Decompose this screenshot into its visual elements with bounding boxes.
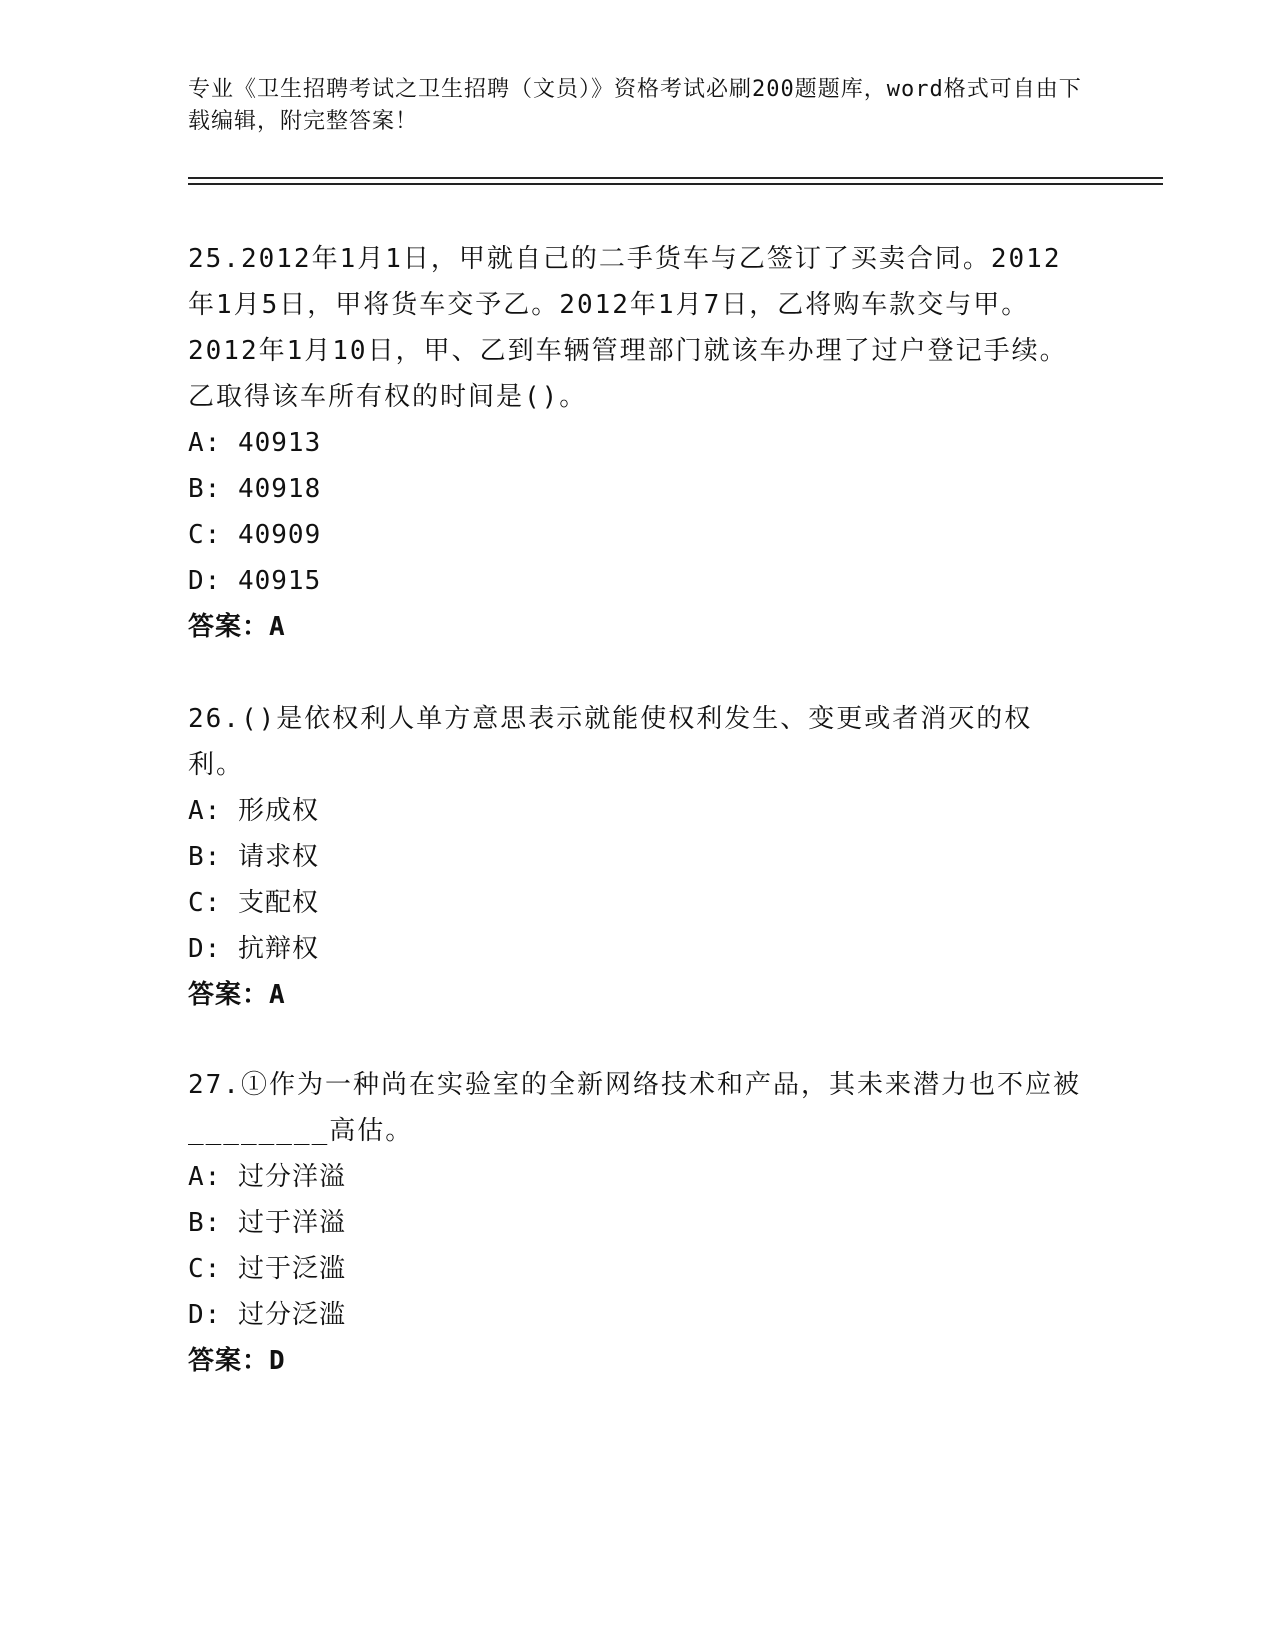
option-b: B: 请求权 (188, 842, 319, 872)
option-c: C: 40909 (188, 520, 322, 550)
option-b: B: 40918 (188, 474, 322, 504)
document-header: 专业《卫生招聘考试之卫生招聘（文员）》资格考试必刷200题题库，word格式可自由下载编辑，附完整答案！ (188, 77, 1082, 134)
option-d: D: 抗辩权 (188, 934, 319, 964)
answer-line: 答案：A (188, 612, 286, 642)
question-stem: 27.①作为一种尚在实验室的全新网络技术和产品，其未来潜力也不应被________高估。 (188, 1070, 1081, 1146)
option-c: C: 过于泛滥 (188, 1254, 346, 1284)
question-27 (188, 1062, 1088, 1384)
header-divider-top (188, 177, 1163, 179)
option-d: D: 40915 (188, 566, 322, 596)
question-26 (188, 696, 1088, 1018)
option-b: B: 过于洋溢 (188, 1208, 346, 1238)
question-stem: 26.()是依权利人单方意思表示就能使权利发生、变更或者消灭的权利。 (188, 704, 1033, 780)
question-25 (188, 236, 1088, 650)
header-divider-bottom (188, 183, 1163, 185)
answer-line: 答案：D (188, 1346, 286, 1376)
answer-line: 答案：A (188, 980, 286, 1010)
option-a: A: 40913 (188, 428, 322, 458)
option-a: A: 形成权 (188, 796, 319, 826)
option-a: A: 过分洋溢 (188, 1162, 346, 1192)
option-c: C: 支配权 (188, 888, 319, 918)
question-stem: 25.2012年1月1日，甲就自己的二手货车与乙签订了买卖合同。2012年1月5日，甲将货车交予乙。2012年1月7日，乙将购车款交与甲。2012年1月10日，甲、乙到车辆管理部门就该车办理了过户登记手续。乙取得该车所有权的时间是()。 (188, 244, 1068, 412)
option-d: D: 过分泛滥 (188, 1300, 346, 1330)
